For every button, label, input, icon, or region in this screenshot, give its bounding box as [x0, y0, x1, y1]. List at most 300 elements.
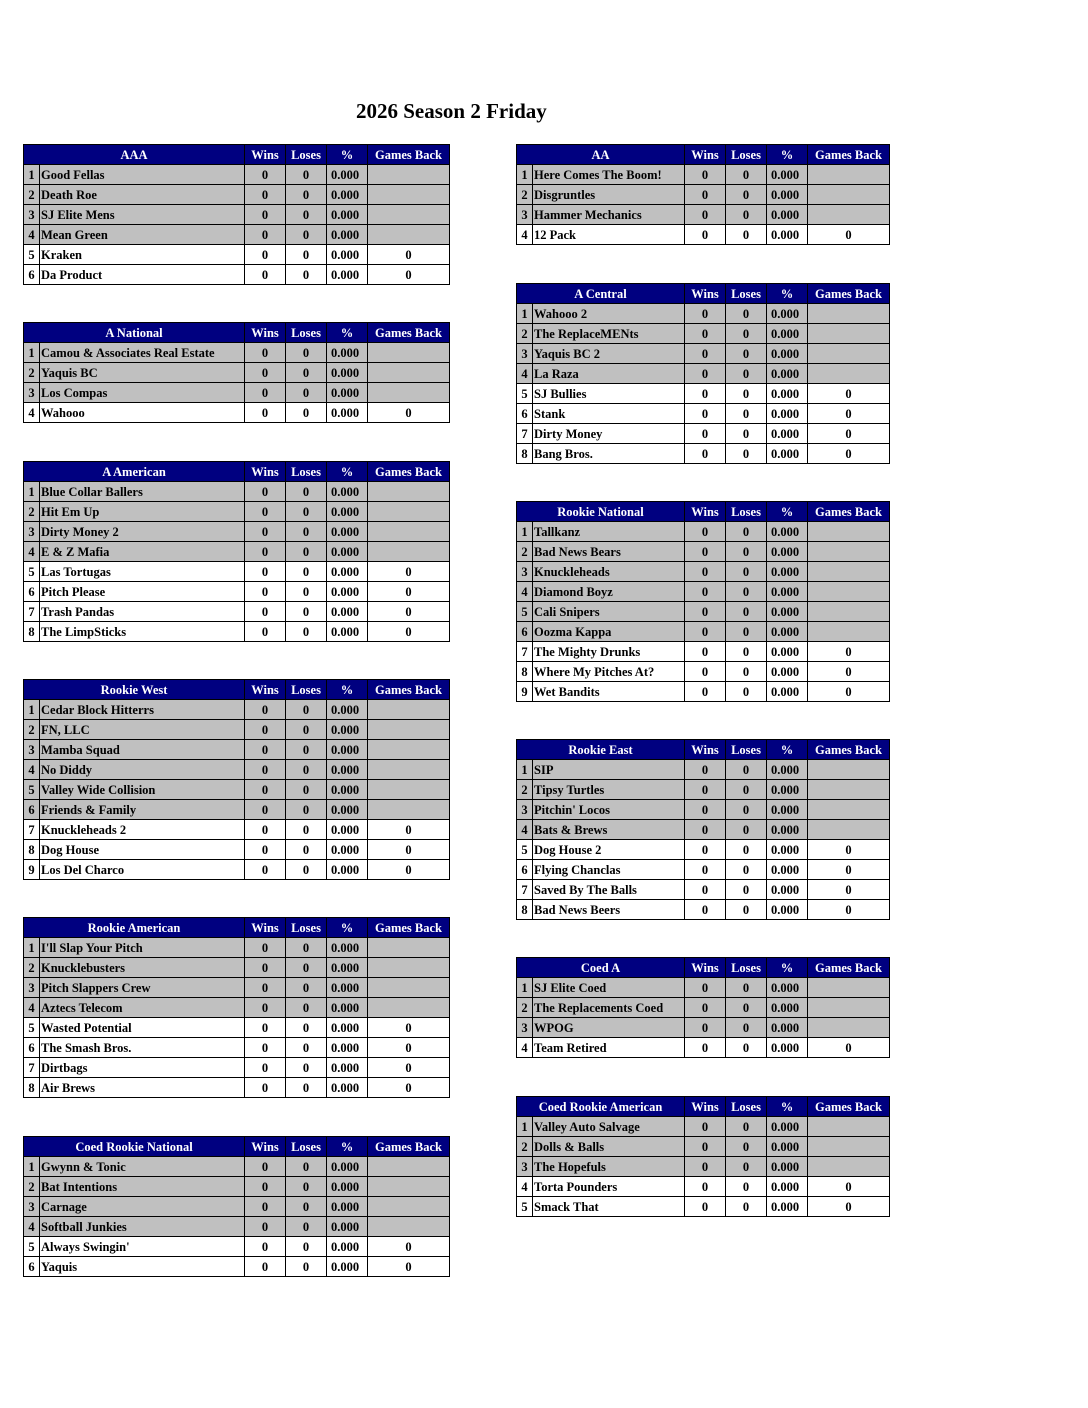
- games-back-cell: 0: [368, 403, 450, 423]
- team-name-cell: Dirty Money 2: [40, 522, 245, 542]
- team-name-cell: Blue Collar Ballers: [40, 482, 245, 502]
- games-back-cell: [368, 740, 450, 760]
- wins-cell: 0: [685, 622, 726, 642]
- loses-cell: 0: [726, 978, 767, 998]
- games-back-cell: [368, 780, 450, 800]
- pct-cell: 0.000: [327, 700, 368, 720]
- rank-cell: 2: [24, 363, 40, 383]
- team-row: [24, 343, 450, 363]
- team-row: [24, 265, 450, 285]
- rank-cell: 4: [24, 998, 40, 1018]
- rank-cell: 6: [24, 1257, 40, 1277]
- rank-cell: 1: [24, 343, 40, 363]
- team-name-cell: SJ Elite Coed: [533, 978, 685, 998]
- wins-header: Wins: [245, 680, 286, 700]
- games-back-cell: 0: [808, 424, 890, 444]
- wins-cell: 0: [245, 265, 286, 285]
- team-name-cell: Team Retired: [533, 1038, 685, 1058]
- team-name-cell: Hammer Mechanics: [533, 205, 685, 225]
- loses-cell: 0: [726, 662, 767, 682]
- loses-header: Loses: [286, 323, 327, 343]
- pct-cell: 0.000: [767, 225, 808, 245]
- games-back-cell: 0: [368, 1078, 450, 1098]
- wins-cell: 0: [685, 562, 726, 582]
- games-back-cell: [368, 1157, 450, 1177]
- rank-cell: 2: [517, 1137, 533, 1157]
- pct-cell: 0.000: [767, 205, 808, 225]
- standings-table-coed-a: [516, 957, 890, 1058]
- rank-cell: 2: [517, 998, 533, 1018]
- rank-cell: 5: [24, 562, 40, 582]
- standings-table-rookie-national: [516, 501, 890, 702]
- games-back-cell: [368, 978, 450, 998]
- pct-cell: 0.000: [767, 780, 808, 800]
- rank-cell: 1: [24, 700, 40, 720]
- rank-cell: 1: [24, 482, 40, 502]
- team-row: [24, 1058, 450, 1078]
- team-name-cell: Stank: [533, 404, 685, 424]
- standings-table-coed-rookie-american: [516, 1096, 890, 1217]
- rank-cell: 8: [517, 900, 533, 920]
- team-row: [24, 185, 450, 205]
- team-row: [517, 225, 890, 245]
- rank-cell: 6: [24, 265, 40, 285]
- games-back-cell: 0: [808, 444, 890, 464]
- rank-cell: 3: [517, 562, 533, 582]
- loses-header: Loses: [726, 284, 767, 304]
- loses-header: Loses: [726, 502, 767, 522]
- team-name-cell: Smack That: [533, 1197, 685, 1217]
- team-name-cell: The Smash Bros.: [40, 1038, 245, 1058]
- rank-cell: 3: [24, 978, 40, 998]
- team-row: [24, 482, 450, 502]
- team-name-cell: Dirty Money: [533, 424, 685, 444]
- rank-cell: 5: [517, 384, 533, 404]
- team-row: [24, 622, 450, 642]
- loses-cell: 0: [286, 1217, 327, 1237]
- pct-cell: 0.000: [327, 343, 368, 363]
- rank-cell: 3: [517, 1157, 533, 1177]
- standings-table-aaa: [23, 144, 450, 285]
- team-row: [517, 622, 890, 642]
- wins-cell: 0: [245, 760, 286, 780]
- team-name-cell: Death Roe: [40, 185, 245, 205]
- standings-table-rookie-west: [23, 679, 450, 880]
- games-back-cell: [808, 602, 890, 622]
- team-name-cell: Tipsy Turtles: [533, 780, 685, 800]
- rank-cell: 8: [24, 840, 40, 860]
- team-name-cell: The Replacements Coed: [533, 998, 685, 1018]
- rank-cell: 3: [517, 205, 533, 225]
- team-row: [24, 502, 450, 522]
- games-back-cell: [808, 978, 890, 998]
- games-back-cell: 0: [368, 245, 450, 265]
- rank-cell: 4: [517, 225, 533, 245]
- wins-header: Wins: [245, 145, 286, 165]
- games-back-cell: 0: [808, 384, 890, 404]
- standings-table-rookie-american: [23, 917, 450, 1098]
- team-name-cell: Valley Wide Collision: [40, 780, 245, 800]
- loses-cell: 0: [726, 344, 767, 364]
- team-name-cell: SIP: [533, 760, 685, 780]
- rank-cell: 3: [24, 1197, 40, 1217]
- team-name-cell: Las Tortugas: [40, 562, 245, 582]
- division-title: Coed A: [517, 958, 685, 978]
- standings-table-coed-rookie-national: [23, 1136, 450, 1277]
- loses-cell: 0: [286, 998, 327, 1018]
- wins-cell: 0: [245, 740, 286, 760]
- team-name-cell: Kraken: [40, 245, 245, 265]
- loses-cell: 0: [286, 978, 327, 998]
- team-row: [517, 900, 890, 920]
- team-row: [517, 998, 890, 1018]
- wins-cell: 0: [685, 1177, 726, 1197]
- wins-cell: 0: [685, 364, 726, 384]
- team-row: [24, 820, 450, 840]
- division-title: Rookie National: [517, 502, 685, 522]
- rank-cell: 8: [517, 662, 533, 682]
- team-name-cell: Oozma Kappa: [533, 622, 685, 642]
- wins-cell: 0: [245, 1257, 286, 1277]
- team-name-cell: FN, LLC: [40, 720, 245, 740]
- team-name-cell: Diamond Boyz: [533, 582, 685, 602]
- pct-cell: 0.000: [767, 800, 808, 820]
- pct-cell: 0.000: [767, 1137, 808, 1157]
- team-row: [517, 185, 890, 205]
- pct-cell: 0.000: [327, 760, 368, 780]
- games-back-cell: 0: [368, 820, 450, 840]
- rank-cell: 6: [24, 582, 40, 602]
- games-back-cell: 0: [368, 1237, 450, 1257]
- team-row: [517, 1117, 890, 1137]
- header-row: [517, 145, 890, 165]
- games-back-cell: [368, 343, 450, 363]
- pct-cell: 0.000: [767, 840, 808, 860]
- pct-cell: 0.000: [767, 978, 808, 998]
- team-name-cell: Good Fellas: [40, 165, 245, 185]
- loses-cell: 0: [286, 205, 327, 225]
- loses-cell: 0: [286, 542, 327, 562]
- team-row: [517, 384, 890, 404]
- rank-cell: 6: [517, 622, 533, 642]
- pct-cell: 0.000: [327, 482, 368, 502]
- header-row: [24, 680, 450, 700]
- loses-cell: 0: [726, 642, 767, 662]
- rank-cell: 2: [24, 502, 40, 522]
- team-row: [24, 1018, 450, 1038]
- games-back-header: Games Back: [808, 145, 890, 165]
- team-row: [24, 1038, 450, 1058]
- rank-cell: 8: [517, 444, 533, 464]
- wins-cell: 0: [245, 225, 286, 245]
- games-back-cell: 0: [808, 900, 890, 920]
- games-back-cell: [368, 998, 450, 1018]
- team-name-cell: Bad News Bears: [533, 542, 685, 562]
- team-name-cell: Wahooo: [40, 403, 245, 423]
- rank-cell: 7: [517, 880, 533, 900]
- games-back-cell: 0: [368, 265, 450, 285]
- team-row: [24, 860, 450, 880]
- loses-cell: 0: [726, 622, 767, 642]
- games-back-cell: 0: [368, 1038, 450, 1058]
- team-row: [24, 602, 450, 622]
- loses-cell: 0: [726, 542, 767, 562]
- rank-cell: 8: [24, 622, 40, 642]
- wins-cell: 0: [685, 444, 726, 464]
- rank-cell: 3: [24, 740, 40, 760]
- pct-cell: 0.000: [327, 542, 368, 562]
- team-name-cell: Valley Auto Salvage: [533, 1117, 685, 1137]
- team-row: [517, 165, 890, 185]
- rank-cell: 3: [517, 800, 533, 820]
- loses-cell: 0: [726, 444, 767, 464]
- loses-cell: 0: [286, 363, 327, 383]
- team-row: [517, 1018, 890, 1038]
- rank-cell: 8: [24, 1078, 40, 1098]
- rank-cell: 1: [517, 522, 533, 542]
- wins-header: Wins: [245, 323, 286, 343]
- team-name-cell: Bad News Beers: [533, 900, 685, 920]
- header-row: [517, 958, 890, 978]
- pct-cell: 0.000: [327, 840, 368, 860]
- games-back-cell: [808, 760, 890, 780]
- wins-cell: 0: [245, 482, 286, 502]
- wins-cell: 0: [685, 404, 726, 424]
- games-back-cell: [808, 344, 890, 364]
- header-row: [24, 462, 450, 482]
- rank-cell: 4: [517, 582, 533, 602]
- games-back-cell: [368, 363, 450, 383]
- team-row: [24, 760, 450, 780]
- team-name-cell: Knucklebusters: [40, 958, 245, 978]
- loses-header: Loses: [286, 918, 327, 938]
- rank-cell: 1: [517, 760, 533, 780]
- team-row: [24, 542, 450, 562]
- team-name-cell: Friends & Family: [40, 800, 245, 820]
- loses-cell: 0: [286, 1018, 327, 1038]
- rank-cell: 9: [24, 860, 40, 880]
- team-name-cell: Los Compas: [40, 383, 245, 403]
- games-back-cell: 0: [808, 840, 890, 860]
- team-row: [517, 424, 890, 444]
- pct-cell: 0.000: [767, 444, 808, 464]
- team-name-cell: The ReplaceMENts: [533, 324, 685, 344]
- games-back-header: Games Back: [808, 1097, 890, 1117]
- wins-cell: 0: [685, 225, 726, 245]
- header-row: [517, 1097, 890, 1117]
- loses-cell: 0: [286, 245, 327, 265]
- team-row: [24, 582, 450, 602]
- team-row: [517, 760, 890, 780]
- games-back-cell: [808, 622, 890, 642]
- team-name-cell: Flying Chanclas: [533, 860, 685, 880]
- loses-cell: 0: [726, 522, 767, 542]
- games-back-cell: 0: [808, 1038, 890, 1058]
- pct-cell: 0.000: [767, 344, 808, 364]
- games-back-cell: [368, 225, 450, 245]
- wins-cell: 0: [685, 1117, 726, 1137]
- pct-cell: 0.000: [327, 740, 368, 760]
- games-back-cell: [808, 304, 890, 324]
- loses-cell: 0: [726, 682, 767, 702]
- wins-cell: 0: [245, 1078, 286, 1098]
- loses-cell: 0: [286, 403, 327, 423]
- pct-cell: 0.000: [327, 403, 368, 423]
- games-back-cell: [368, 700, 450, 720]
- team-name-cell: Mamba Squad: [40, 740, 245, 760]
- wins-cell: 0: [245, 363, 286, 383]
- games-back-cell: [368, 1217, 450, 1237]
- standings-table-a-national: [23, 322, 450, 423]
- games-back-cell: [368, 522, 450, 542]
- games-back-header: Games Back: [368, 462, 450, 482]
- team-name-cell: Saved By The Balls: [533, 880, 685, 900]
- games-back-cell: [368, 502, 450, 522]
- wins-cell: 0: [245, 502, 286, 522]
- team-row: [24, 978, 450, 998]
- pct-cell: 0.000: [767, 562, 808, 582]
- team-row: [24, 1157, 450, 1177]
- team-row: [517, 880, 890, 900]
- wins-cell: 0: [685, 384, 726, 404]
- pct-cell: 0.000: [767, 900, 808, 920]
- team-name-cell: Dog House: [40, 840, 245, 860]
- loses-cell: 0: [726, 205, 767, 225]
- team-row: [517, 800, 890, 820]
- wins-cell: 0: [245, 522, 286, 542]
- wins-cell: 0: [685, 860, 726, 880]
- team-row: [517, 860, 890, 880]
- pct-cell: 0.000: [327, 998, 368, 1018]
- loses-cell: 0: [286, 860, 327, 880]
- rank-cell: 1: [517, 978, 533, 998]
- division-title: A National: [24, 323, 245, 343]
- team-name-cell: Pitchin' Locos: [533, 800, 685, 820]
- games-back-header: Games Back: [808, 502, 890, 522]
- team-row: [517, 344, 890, 364]
- wins-cell: 0: [685, 978, 726, 998]
- team-row: [24, 205, 450, 225]
- games-back-cell: 0: [368, 1018, 450, 1038]
- loses-cell: 0: [286, 1177, 327, 1197]
- rank-cell: 2: [517, 780, 533, 800]
- team-row: [24, 403, 450, 423]
- rank-cell: 5: [24, 1237, 40, 1257]
- pct-cell: 0.000: [767, 682, 808, 702]
- games-back-header: Games Back: [368, 918, 450, 938]
- team-name-cell: Knuckleheads 2: [40, 820, 245, 840]
- loses-cell: 0: [726, 840, 767, 860]
- rank-cell: 9: [517, 682, 533, 702]
- loses-cell: 0: [286, 1257, 327, 1277]
- rank-cell: 2: [24, 720, 40, 740]
- standings-table-a-american: [23, 461, 450, 642]
- wins-cell: 0: [685, 582, 726, 602]
- games-back-cell: 0: [368, 582, 450, 602]
- team-row: [517, 444, 890, 464]
- loses-cell: 0: [726, 384, 767, 404]
- games-back-cell: [368, 165, 450, 185]
- wins-cell: 0: [245, 1018, 286, 1038]
- wins-header: Wins: [685, 145, 726, 165]
- team-name-cell: Yaquis BC 2: [533, 344, 685, 364]
- team-row: [517, 978, 890, 998]
- team-name-cell: E & Z Mafia: [40, 542, 245, 562]
- team-row: [24, 1257, 450, 1277]
- wins-cell: 0: [685, 662, 726, 682]
- games-back-cell: [808, 522, 890, 542]
- rank-cell: 2: [24, 958, 40, 978]
- wins-cell: 0: [245, 165, 286, 185]
- team-row: [24, 1237, 450, 1257]
- loses-header: Loses: [286, 145, 327, 165]
- team-name-cell: Bats & Brews: [533, 820, 685, 840]
- games-back-cell: 0: [808, 225, 890, 245]
- rank-cell: 2: [517, 324, 533, 344]
- loses-header: Loses: [726, 958, 767, 978]
- rank-cell: 5: [517, 602, 533, 622]
- team-name-cell: Yaquis: [40, 1257, 245, 1277]
- games-back-cell: [368, 800, 450, 820]
- loses-cell: 0: [726, 1157, 767, 1177]
- division-title: AAA: [24, 145, 245, 165]
- loses-cell: 0: [726, 304, 767, 324]
- wins-cell: 0: [245, 205, 286, 225]
- games-back-cell: [368, 185, 450, 205]
- pct-header: %: [327, 918, 368, 938]
- pct-cell: 0.000: [327, 562, 368, 582]
- team-name-cell: Dirtbags: [40, 1058, 245, 1078]
- team-row: [517, 1177, 890, 1197]
- loses-header: Loses: [286, 680, 327, 700]
- rank-cell: 7: [24, 602, 40, 622]
- loses-cell: 0: [726, 185, 767, 205]
- rank-cell: 5: [24, 245, 40, 265]
- games-back-cell: [808, 364, 890, 384]
- team-name-cell: Gwynn & Tonic: [40, 1157, 245, 1177]
- wins-cell: 0: [245, 343, 286, 363]
- wins-cell: 0: [685, 344, 726, 364]
- loses-cell: 0: [726, 880, 767, 900]
- loses-cell: 0: [726, 225, 767, 245]
- pct-cell: 0.000: [327, 1177, 368, 1197]
- wins-cell: 0: [245, 700, 286, 720]
- wins-cell: 0: [685, 602, 726, 622]
- games-back-cell: [808, 542, 890, 562]
- team-name-cell: Tallkanz: [533, 522, 685, 542]
- games-back-cell: [808, 1157, 890, 1177]
- page-title: 2026 Season 2 Friday: [356, 99, 547, 123]
- wins-cell: 0: [685, 800, 726, 820]
- rank-cell: 4: [24, 542, 40, 562]
- wins-cell: 0: [245, 185, 286, 205]
- team-name-cell: Pitch Slappers Crew: [40, 978, 245, 998]
- pct-cell: 0.000: [767, 165, 808, 185]
- loses-cell: 0: [286, 1038, 327, 1058]
- team-row: [24, 245, 450, 265]
- loses-cell: 0: [726, 800, 767, 820]
- wins-header: Wins: [685, 958, 726, 978]
- team-name-cell: Disgruntles: [533, 185, 685, 205]
- wins-cell: 0: [245, 1058, 286, 1078]
- rank-cell: 2: [517, 542, 533, 562]
- standings-table-rookie-east: [516, 739, 890, 920]
- division-title: Rookie West: [24, 680, 245, 700]
- wins-header: Wins: [685, 1097, 726, 1117]
- loses-cell: 0: [726, 820, 767, 840]
- team-name-cell: Softball Junkies: [40, 1217, 245, 1237]
- loses-cell: 0: [286, 1157, 327, 1177]
